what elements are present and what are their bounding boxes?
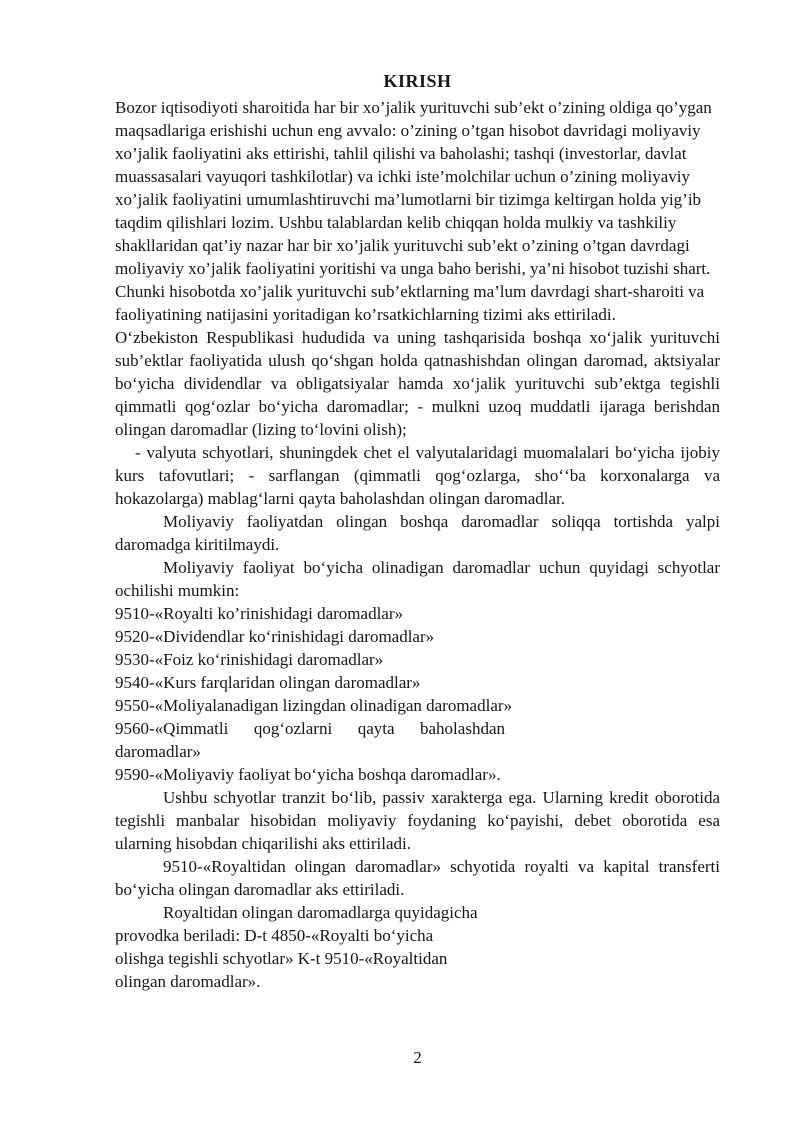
paragraph-transit: Ushbu schyotlar tranzit boʻlib, passiv xarakterga ega. Ularning kredit oborotida tegishli manbalar hisobidan moliyaviy foydaning koʻpayishi, debet oborotida esa ularning hisobdan chiqarilishi aks ettiriladi. <box>115 788 720 853</box>
account-line-9560: 9560-«Qimmatli qogʻozlarni qayta baholashdan daromadlar» <box>115 719 505 761</box>
paragraph-currency: - valyuta schyotlari, shuningdek chet el valyutalaridagi muomalalari boʻyicha ijobiy kurs tafovutlari; - sarflangan (qimmatli qogʻozlarga, shoʻʻba korxonalarga va hokazolarga) mablagʻlarni qayta baholashdan olingan daromadlar. <box>115 443 720 508</box>
account-line-9590: 9590-«Moliyaviy faoliyat boʻyicha boshqa daromadlar». <box>115 765 501 784</box>
paragraph-other-incomes: Moliyaviy faoliyatdan olingan boshqa daromadlar soliqqa tortishda yalpi daromadga kiritilmaydi. <box>115 512 720 554</box>
account-line-9510: 9510-«Royalti ko’rinishidagi daromadlar» <box>115 604 403 623</box>
provodka-line: provodka beriladi: D-t 4850-«Royalti boʻyicha <box>115 926 434 945</box>
provodka-line: olingan daromadlar». <box>115 972 261 991</box>
accounts-list <box>115 602 720 786</box>
account-line-9540: 9540-«Kurs farqlaridan olingan daromadlar» <box>115 673 421 692</box>
paragraph-royalti: 9510-«Royaltidan olingan daromadlar» schyotida royalti va kapital transferti boʻyicha olingan daromadlar aks ettiriladi. <box>115 857 720 899</box>
page-number: 2 <box>413 1048 422 1067</box>
paragraph-provodka <box>115 901 720 993</box>
page-title: KIRISH <box>383 71 452 91</box>
paragraph-intro: Bozor iqtisodiyoti sharoitida har bir xo’jalik yurituvchi sub’ekt o’zining oldiga qo’ygan maqsadlariga erishishi uchun eng avvalo: o’zining o’tgan hisobot davridagi moliyaviy xo’jalik faoliyatini aks ettirishi, tahlil qilishi va baholashi; tashqi (investorlar, davlat muassasalari vayuqori tashkilotlar) va ichki iste’molchilar uchun o’zining moliyaviy xo’jalik faoliyatini umumlashtiruvchi ma’lumotlarni bir tizimga keltirgan holda yig’ib taqdim qilishlari lozim. Ushbu talablardan kelib chiqqan holda mulkiy va tashkiliy shakllaridan qat’iy nazar har bir xo’jalik yurituvchi sub’ekt o’zining o’tgan davrdagi moliyaviy xo’jalik faoliyatini yoritishi va unga baho berishi, ya’ni hisobot tuzishi shart. Chunki hisobotda xo’jalik yurituvchi sub’ektlarning ma’lum davrdagi shart-sharoiti va faoliyatining natijasini yoritadigan ko’rsatkichlarning tizimi aks ettiriladi. <box>115 98 712 324</box>
provodka-line: Royaltidan olingan daromadlarga quyidagicha <box>163 903 478 922</box>
provodka-line: olishga tegishli schyotlar» K-t 9510-«Royaltidan <box>115 949 448 968</box>
account-line-9530: 9530-«Foiz koʻrinishidagi daromadlar» <box>115 650 384 669</box>
account-line-9550: 9550-«Moliyalanadigan lizingdan olinadigan daromadlar» <box>115 696 513 715</box>
paragraph-incomes: Oʻzbekiston Respublikasi hududida va uning tashqarisida boshqa xoʻjalik yurituvchi sub’ektlar faoliyatida ulush qoʻshgan holda qatnashishdan olingan daromad, aktsiyalar boʻyicha dividendlar va obligatsiyalar hamda xoʻjalik yurituvchi sub’ektga tegishli qimmatli qogʻozlar boʻyicha daromadlar; - mulkni uzoq muddatli ijaraga berishdan olingan daromadlar (lizing toʻlovini olish); <box>115 328 720 439</box>
account-line-9520: 9520-«Dividendlar koʻrinishidagi daromadlar» <box>115 627 435 646</box>
paragraph-accounts-intro: Moliyaviy faoliyat boʻyicha olinadigan daromadlar uchun quyidagi schyotlar ochilishi mumkin: <box>115 558 720 600</box>
